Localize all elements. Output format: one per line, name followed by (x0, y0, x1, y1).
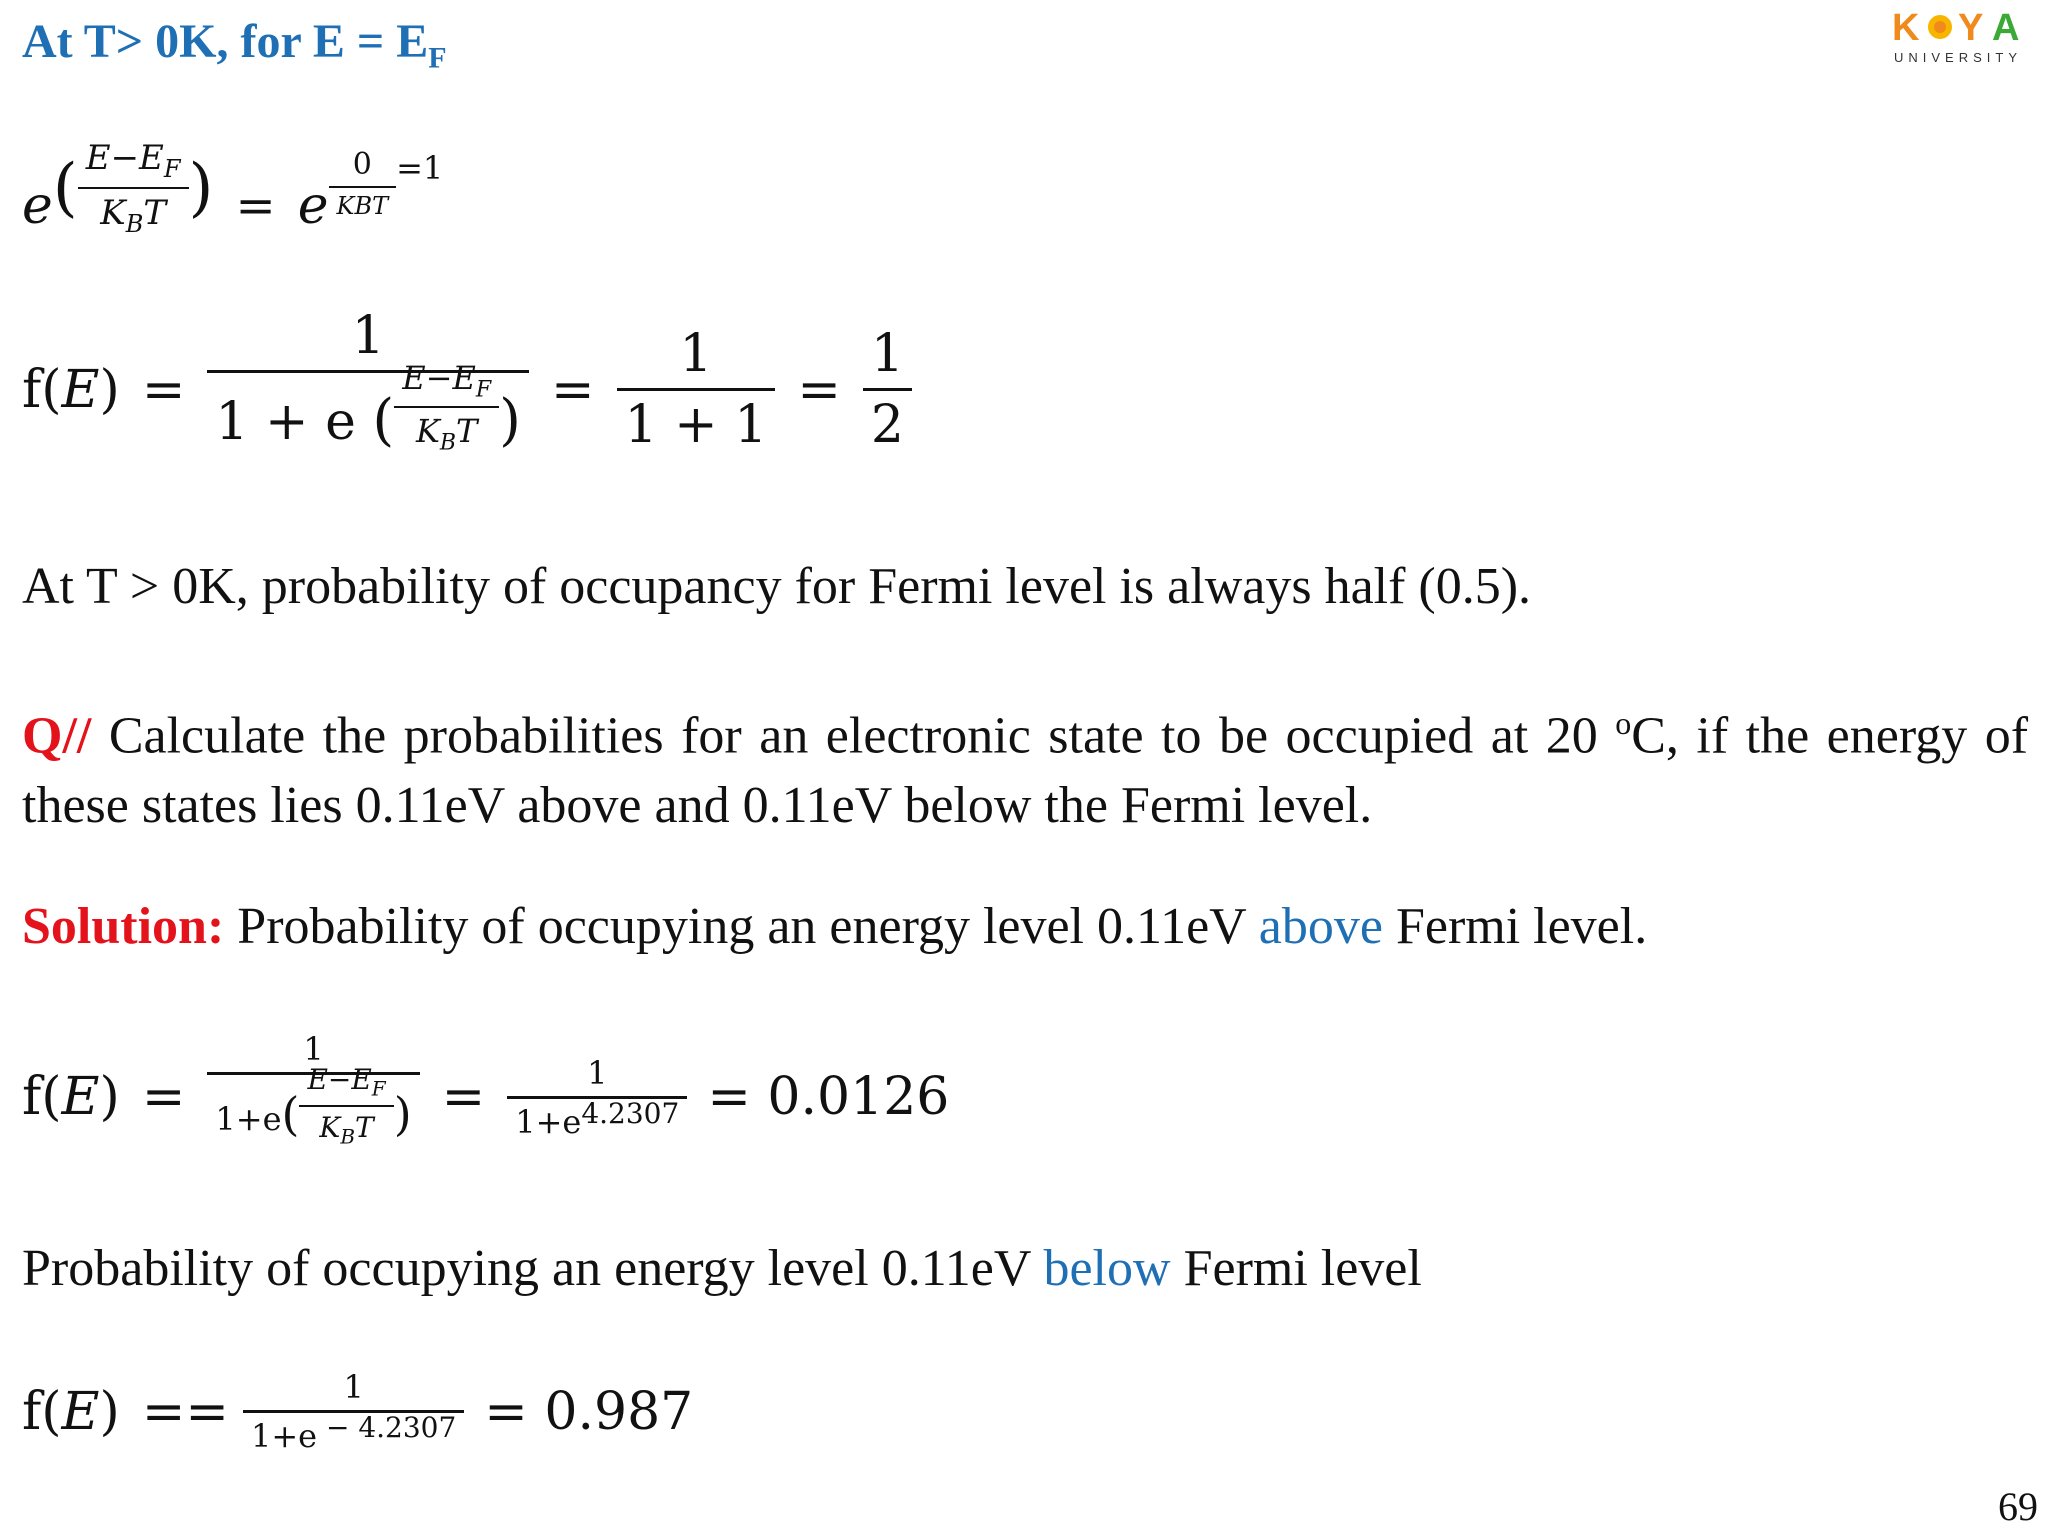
exponent-equation: e ( $\frac{E-E_F}{K_BT}$ ) = e $\frac{0}{\text{KBT}}$ =1 (22, 138, 444, 238)
fermi-level-statement: At T > 0K, probability of occupancy for Fermi level is always half (0.5). (22, 558, 1532, 615)
probability-below-line: Probability of occupying an energy level 0.11eV below Fermi level (22, 1240, 1422, 1297)
university-logo (1892, 6, 2042, 66)
fermi-function-equation: f(E) = 1 1 + e ( $\frac{E-E_F}{K_BT}$ ) = $\frac{1}{1 + 1}$ = $\frac{1}{2}$ (22, 306, 912, 474)
page-number: 69 (1998, 1484, 2038, 1529)
probability-below-equation: f(E) == $\frac{1}{1+e - 4.2307}$ = 0.987 (22, 1368, 694, 1455)
solution-line: Solution: Probability of occupying an energy level 0.11eV above Fermi level. (22, 898, 1648, 955)
svg-text:A: A (1992, 7, 2020, 49)
probability-above-equation: f(E) = 1 1+e( $\frac{E-E_F}{K_BT}$ ) = $\frac{1}{1+e4.2307}$ = 0.0126 (22, 1030, 950, 1149)
question-paragraph: Q// Calculate the probabilities for an electronic state to be occupied at 20 $^o$C, if the energy of these states lies 0.11eV above and 0.11eV below the Fermi level. (22, 705, 2029, 835)
svg-text:Y: Y (1958, 7, 1984, 49)
svg-text:K: K (1892, 7, 1920, 49)
question-label: Q// (22, 707, 92, 765)
solution-label: Solution: (22, 898, 225, 955)
slide-title: At T> 0K, for $E = E_F$ (22, 15, 447, 75)
svg-text:UNIVERSITY: UNIVERSITY (1894, 50, 2023, 65)
